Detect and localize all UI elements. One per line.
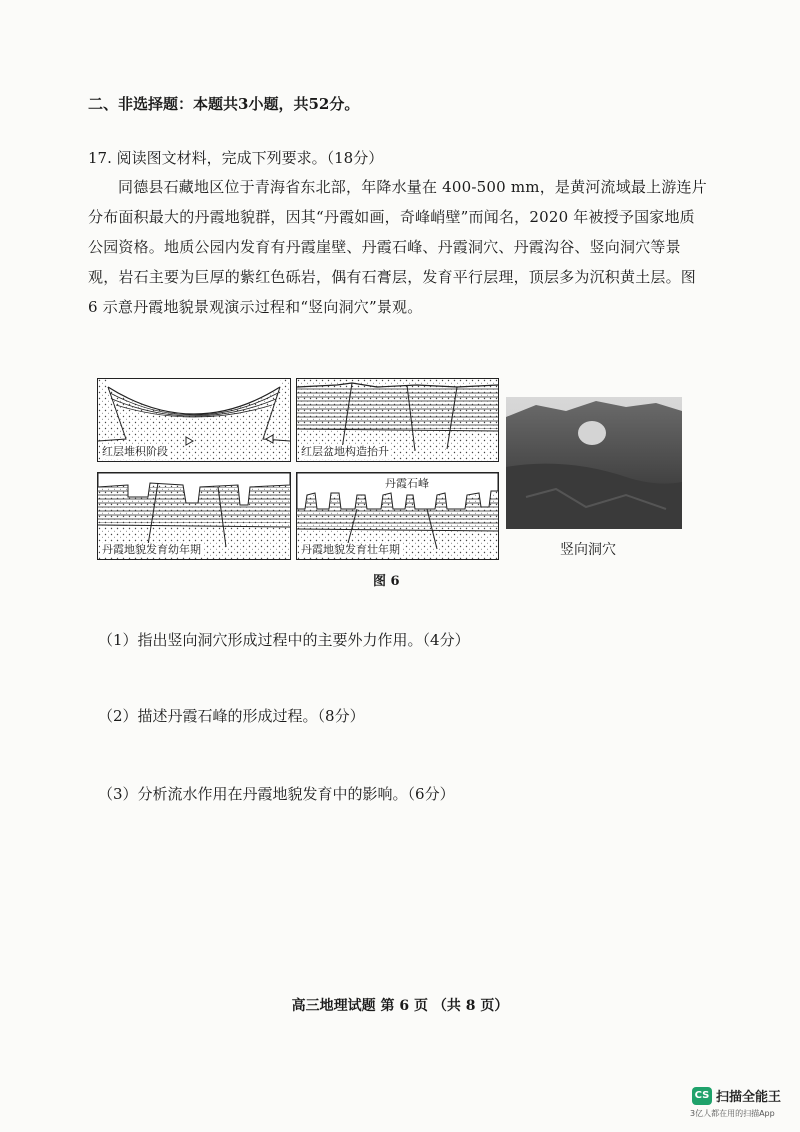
subquestion-1: （1）指出竖向洞穴形成过程中的主要外力作用。（4分）	[98, 631, 470, 649]
scanner-watermark	[692, 1086, 781, 1105]
panel-label: 红层盆地构造抬升	[301, 445, 389, 458]
figure-panel-red-bed-deposition	[97, 378, 291, 462]
cs-logo-icon: CS	[692, 1087, 712, 1105]
vertical-cave-photo	[506, 397, 682, 529]
photo-caption: 竖向洞穴	[560, 542, 616, 558]
peak-label: 丹霞石峰	[385, 477, 429, 490]
figure-panel-basin-uplift	[296, 378, 499, 462]
scanner-app-name: 扫描全能王	[716, 1090, 782, 1105]
question-passage: 同德县石藏地区位于青海省东北部，年降水量在 400-500 mm，是黄河流域最上游连片分布面积最大的丹霞地貌群，因其“丹霞如画，奇峰峭壁”而闻名，2020 年被授予国家地质公园资格。地质公园内发育有丹霞崖壁、丹霞石峰、丹霞洞穴、丹霞沟谷、竖向洞穴等景观，岩石主要为巨厚的紫红色砾岩，偶有石膏层，发育平行层理，顶层多为沉积黄土层。图 6 示意丹霞地貌景观演示过程和“竖向洞穴”景观。	[88, 178, 707, 316]
section-title: 二、非选择题：本题共3小题，共52分。	[88, 95, 360, 113]
panel-label: 丹霞地貌发育幼年期	[102, 543, 201, 556]
figure-panel-danxia-youth	[97, 472, 291, 560]
panel-label: 红层堆积阶段	[102, 445, 168, 458]
question-header: 17. 阅读图文材料，完成下列要求。（18分）	[88, 149, 384, 167]
scanner-tagline: 3亿人都在用的扫描App	[690, 1109, 775, 1118]
panel-label: 丹霞地貌发育壮年期	[301, 543, 400, 556]
figure-caption: 图 6	[373, 574, 400, 589]
figure-panel-danxia-maturity	[296, 472, 499, 560]
subquestion-2: （2）描述丹霞石峰的形成过程。（8分）	[98, 707, 365, 725]
subquestion-3: （3）分析流水作用在丹霞地貌发育中的影响。（6分）	[98, 785, 455, 803]
page-footer: 高三地理试题 第 6 页 （共 8 页）	[291, 998, 509, 1014]
